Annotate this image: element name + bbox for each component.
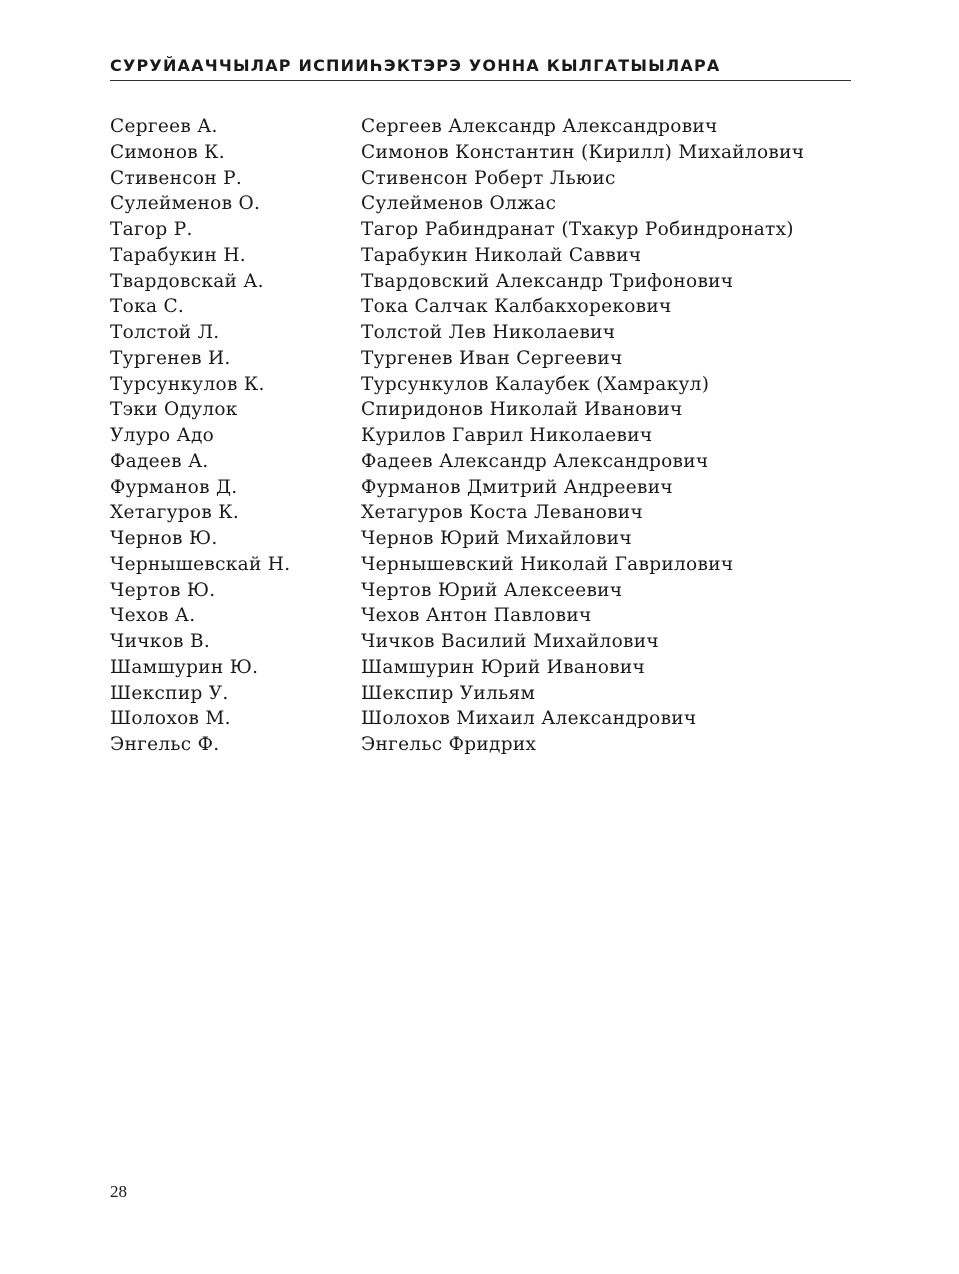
author-short-name: Тэки Одулок [110,399,238,421]
list-row [110,269,851,295]
list-row [110,603,851,629]
author-full-name: Шамшурин Юрий Иванович [361,656,646,678]
running-header-title: СУРУЙААЧЧЫЛАР ИСПИИҺЭКТЭРЭ УОННА КЫЛГАТЫЫЛАРА [110,56,721,75]
author-full-name: Фадеев Александр Александрович [361,450,709,472]
list-row [110,449,851,475]
author-short-name: Хетагуров К. [110,502,240,524]
author-short-name: Шамшурин Ю. [110,656,259,678]
author-full-name: Тарабукин Николай Саввич [361,244,642,266]
author-short-name: Шекспир У. [110,682,229,704]
author-short-name: Симонов К. [110,141,225,163]
author-full-name: Сулейменов Олжас [361,193,557,215]
list-row [110,706,851,732]
author-short-name: Толстой Л. [110,322,220,343]
list-row [110,191,851,217]
author-short-name: Тока С. [110,296,185,318]
list-row [110,423,851,449]
list-row [110,681,851,707]
author-short-name: Твардовскай А. [110,270,264,292]
author-short-name: Шолохов М. [110,708,231,730]
author-short-name: Турсункулов К. [110,373,265,395]
list-row [110,114,851,140]
author-short-name: Чичков В. [110,631,211,652]
author-full-name: Чичков Василий Михайлович [361,631,659,652]
author-full-name: Энгельс Фридрих [361,734,537,755]
author-short-name: Сергеев А. [110,116,218,137]
abbreviations-list [110,114,851,758]
author-full-name: Твардовский Александр Трифонович [361,270,734,292]
list-row [110,166,851,192]
author-short-name: Фурманов Д. [110,476,238,498]
list-row [110,140,851,166]
author-short-name: Чернышевскай Н. [110,553,291,575]
list-row [110,629,851,655]
list-row [110,500,851,526]
list-row [110,346,851,372]
list-row [110,397,851,423]
author-short-name: Чертов Ю. [110,579,216,601]
author-full-name: Фурманов Дмитрий Андреевич [361,476,673,498]
author-full-name: Чернышевский Николай Гаврилович [361,553,734,575]
author-short-name: Чехов А. [110,605,196,627]
list-row [110,320,851,346]
author-full-name: Тагор Рабиндранат (Тхакур Робиндронатх) [361,219,794,240]
author-full-name: Чехов Антон Павлович [361,605,592,627]
author-short-name: Фадеев А. [110,450,209,472]
author-full-name: Хетагуров Коста Леванович [361,502,643,524]
running-header [110,56,851,81]
author-short-name: Тагор Р. [110,219,193,240]
author-full-name: Симонов Константин (Кирилл) Михайлович [361,141,805,163]
list-row [110,578,851,604]
list-row [110,655,851,681]
author-short-name: Стивенсон Р. [110,167,243,189]
list-row [110,552,851,578]
author-full-name: Толстой Лев Николаевич [361,322,616,343]
author-short-name: Тарабукин Н. [110,244,246,266]
author-full-name: Стивенсон Роберт Льюис [361,167,616,189]
author-short-name: Чернов Ю. [110,528,218,549]
author-full-name: Турсункулов Калаубек (Хамракул) [361,373,710,395]
list-row [110,526,851,552]
author-short-name: Тургенев И. [110,347,231,369]
author-full-name: Сергеев Александр Александрович [361,116,718,137]
list-row [110,217,851,243]
author-full-name: Тургенев Иван Сергеевич [361,347,623,369]
author-short-name: Сулейменов О. [110,193,261,215]
author-full-name: Шекспир Уильям [361,682,536,704]
author-full-name: Шолохов Михаил Александрович [361,708,697,730]
author-full-name: Курилов Гаврил Николаевич [361,425,653,446]
author-full-name: Спиридонов Николай Иванович [361,399,683,421]
list-row [110,372,851,398]
page-number: 28 [110,1182,127,1201]
list-row [110,294,851,320]
author-full-name: Тока Салчак Калбакхорекович [361,296,672,318]
author-short-name: Энгельс Ф. [110,734,220,755]
list-row [110,732,851,758]
author-full-name: Чернов Юрий Михайлович [361,528,632,549]
list-row [110,243,851,269]
author-full-name: Чертов Юрий Алексеевич [361,579,623,601]
list-row [110,475,851,501]
author-short-name: Улуро Адо [110,425,215,446]
